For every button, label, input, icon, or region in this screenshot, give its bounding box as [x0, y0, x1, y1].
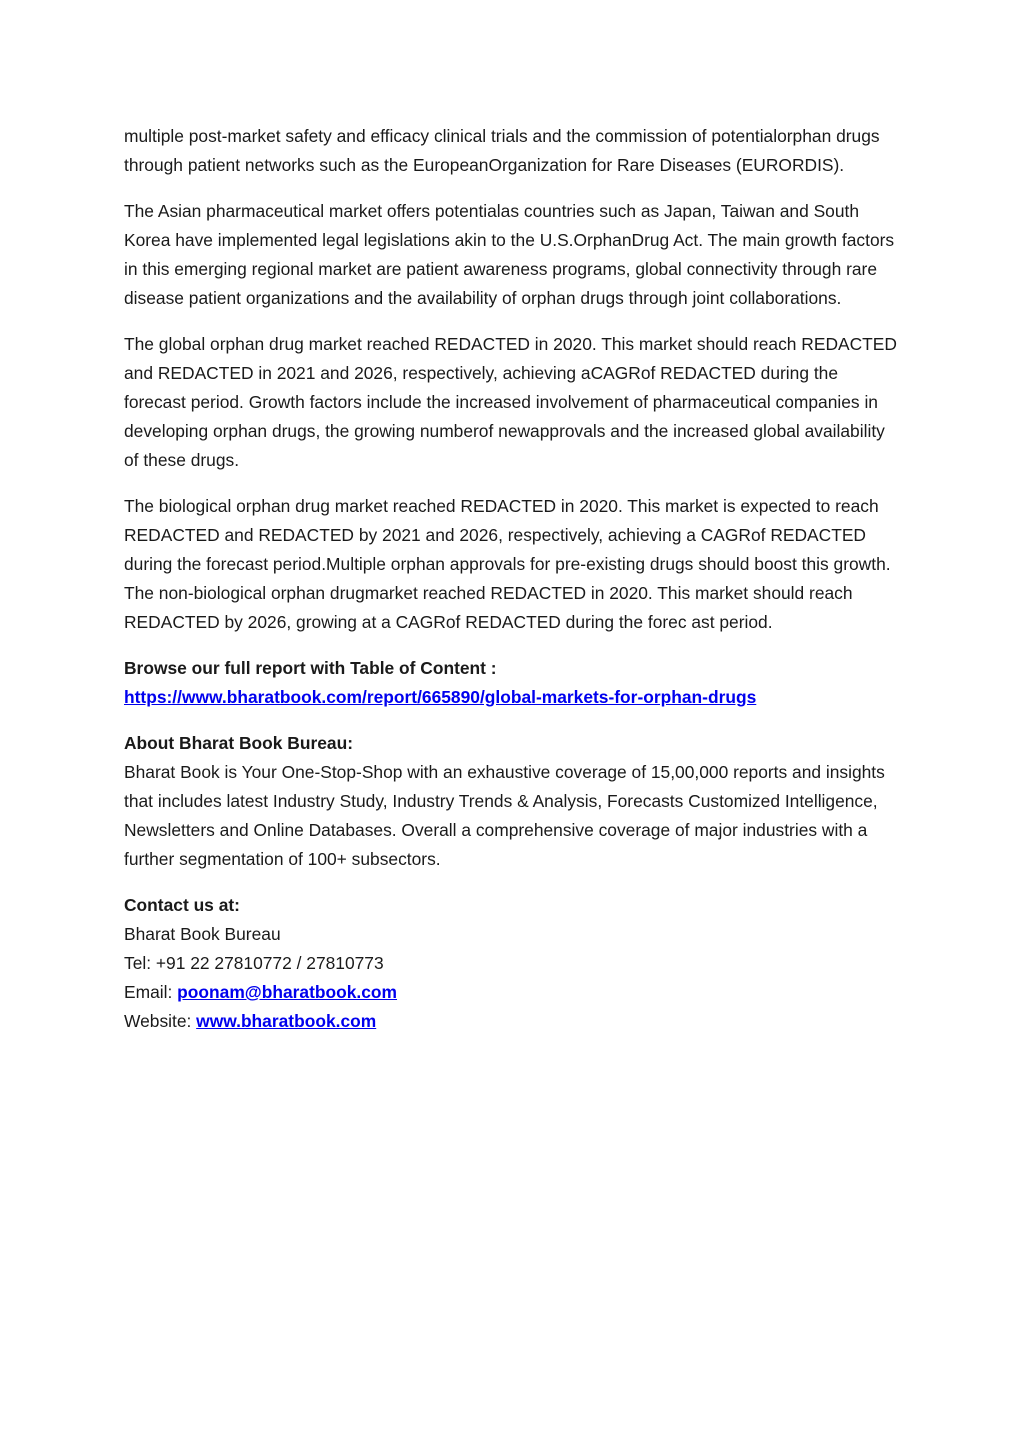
contact-tel: Tel: +91 22 27810772 / 27810773: [124, 953, 384, 973]
contact-company: Bharat Book Bureau: [124, 924, 281, 944]
contact-website-line: [124, 1007, 904, 1036]
website-label: Website:: [124, 1011, 197, 1031]
email-label: Email:: [124, 982, 178, 1002]
paragraph-asian-market: The Asian pharmaceutical market offers potentialas countries such as Japan, Taiwan and South Korea have implemented legal legislations akin to the U.S.OrphanDrug Act. The main growth factors in this emerging regional market are patient awareness programs, global connectivity through rare disease patient organizations and the availability of orphan drugs through joint collaborations.: [124, 201, 895, 308]
browse-label: Browse our full report with Table of Content :: [124, 658, 497, 678]
document-page: [124, 122, 904, 1053]
contact-heading: Contact us at:: [124, 895, 240, 915]
about-text: Bharat Book is Your One-Stop-Shop with an exhaustive coverage of 15,00,000 reports and insights that includes latest Industry Study, Industry Trends & Analysis, Forecasts Customized Intelligence, Newsletters and Online Databases. Overall a comprehensive coverage of major industries with a further segmentation of 100+ subsectors.: [124, 762, 885, 869]
about-heading: About Bharat Book Bureau:: [124, 733, 353, 753]
browse-section: [124, 654, 904, 712]
paragraph-eurordis: multiple post-market safety and efficacy clinical trials and the commission of potentialorphan drugs through patient networks such as the EuropeanOrganization for Rare Diseases (EURORDIS).: [124, 126, 880, 175]
about-section: [124, 729, 904, 874]
website-link[interactable]: www.bharatbook.com: [196, 1011, 377, 1031]
email-link[interactable]: poonam@bharatbook.com: [177, 982, 398, 1002]
contact-section: [124, 891, 904, 1036]
paragraph-global-market: The global orphan drug market reached REDACTED in 2020. This market should reach REDACTED and REDACTED in 2021 and 2026, respectively, achieving aCAGRof REDACTED during the forecast period. Growth factors include the increased involvement of pharmaceutical companies in developing orphan drugs, the growing numberof newapprovals and the increased global availability of these drugs.: [124, 334, 897, 470]
contact-email-line: [124, 978, 904, 1007]
report-link[interactable]: https://www.bharatbook.com/report/665890/global-markets-for-orphan-drugs: [124, 687, 757, 707]
paragraph-biological-market: The biological orphan drug market reached REDACTED in 2020. This market is expected to reach REDACTED and REDACTED by 2021 and 2026, respectively, achieving a CAGRof REDACTED during the forecast period.Multiple orphan approvals for pre-existing drugs should boost this growth. The non-biological orphan drugmarket reached REDACTED in 2020. This market should reach REDACTED by 2026, growing at a CAGRof REDACTED during the forec ast period.: [124, 496, 891, 632]
